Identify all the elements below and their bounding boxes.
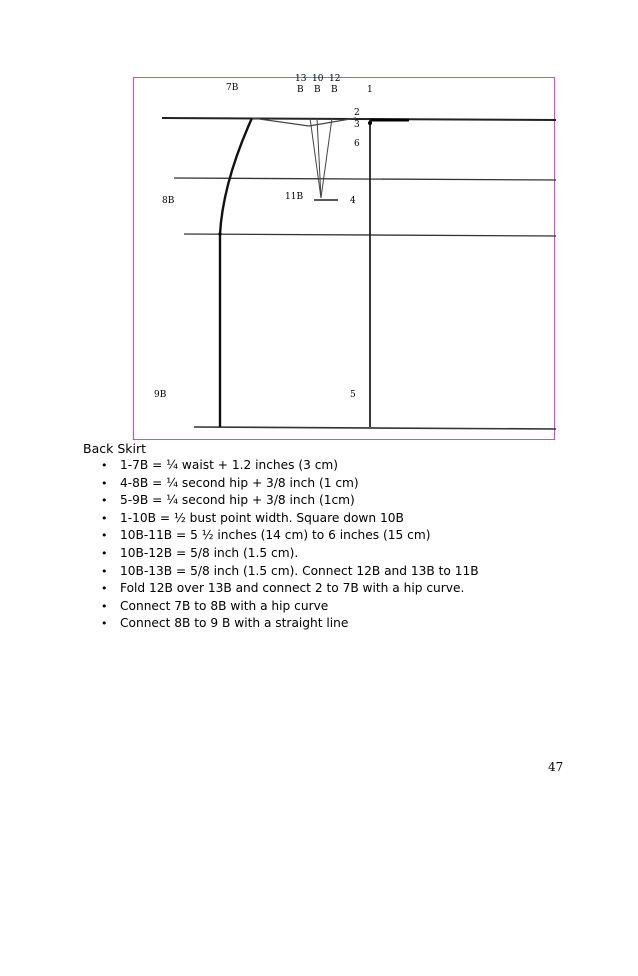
bullet-icon: • xyxy=(101,476,108,490)
label-4: 4 xyxy=(350,196,356,206)
step-text: 5-9B = ¼ second hip + 3/8 inch (1cm) xyxy=(120,493,355,508)
list-item xyxy=(96,475,479,493)
bullet-icon: • xyxy=(101,599,108,613)
step-text: Connect 7B to 8B with a hip curve xyxy=(120,598,329,613)
list-item xyxy=(96,598,479,616)
dart-leg-12b xyxy=(321,118,332,198)
bullet-icon: • xyxy=(101,617,108,631)
instruction-list xyxy=(96,457,479,633)
bullet-icon: • xyxy=(101,546,108,560)
label-1: 1 xyxy=(367,85,373,95)
step-text: 4-8B = ¼ second hip + 3/8 inch (1 cm) xyxy=(120,475,359,490)
step-text: 1-7B = ¼ waist + 1.2 inches (3 cm) xyxy=(120,458,339,472)
list-item xyxy=(96,545,479,563)
hip-line-1 xyxy=(174,178,556,180)
bullet-icon: • xyxy=(101,511,108,525)
bullet-icon: • xyxy=(101,564,108,578)
list-item xyxy=(96,563,479,581)
list-item xyxy=(96,527,479,545)
bullet-icon: • xyxy=(101,529,108,543)
label-11b: 11B xyxy=(285,192,304,202)
side-seam-curve xyxy=(220,118,252,427)
back-skirt-pattern-figure xyxy=(133,74,555,440)
step-text: Fold 12B over 13B and connect 2 to 7B with a hip curve. xyxy=(120,581,465,596)
pattern-drawing xyxy=(134,78,556,441)
step-text: 1-10B = ½ bust point width. Square down 10B xyxy=(120,510,404,525)
label-12: 12 xyxy=(329,74,341,84)
list-item xyxy=(96,457,479,475)
label-7b: 7B xyxy=(226,83,239,93)
hem-line xyxy=(194,427,556,429)
step-text: 10B-11B = 5 ½ inches (14 cm) to 6 inches (15 cm) xyxy=(120,528,431,543)
label-8b: 8B xyxy=(162,196,175,206)
list-item xyxy=(96,615,479,633)
point-8b-mark xyxy=(218,232,221,235)
label-13: 13 xyxy=(295,74,307,84)
label-2: 2 xyxy=(354,108,360,118)
step-text: Connect 8B to 9 B with a straight line xyxy=(120,616,349,631)
label-9b: 9B xyxy=(154,390,167,400)
page-number: 47 xyxy=(548,760,564,774)
list-item xyxy=(96,510,479,528)
label-10b: B xyxy=(314,85,321,95)
list-item xyxy=(96,580,479,598)
figure-caption: Back Skirt xyxy=(83,441,147,456)
label-10: 10 xyxy=(312,74,324,84)
step-text: 10B-12B = 5/8 inch (1.5 cm). xyxy=(120,545,299,560)
label-5: 5 xyxy=(350,390,356,400)
label-6: 6 xyxy=(354,139,360,149)
step-text: 10B-13B = 5/8 inch (1.5 cm). Connect 12B and 13B to 11B xyxy=(120,563,479,578)
label-13b: B xyxy=(297,85,304,95)
label-3: 3 xyxy=(354,120,360,130)
bullet-icon: • xyxy=(101,494,108,508)
point-2-mark xyxy=(368,121,372,125)
list-item xyxy=(96,492,479,510)
label-12b: B xyxy=(331,85,338,95)
bullet-icon: • xyxy=(101,582,108,596)
bullet-icon: • xyxy=(101,459,108,472)
